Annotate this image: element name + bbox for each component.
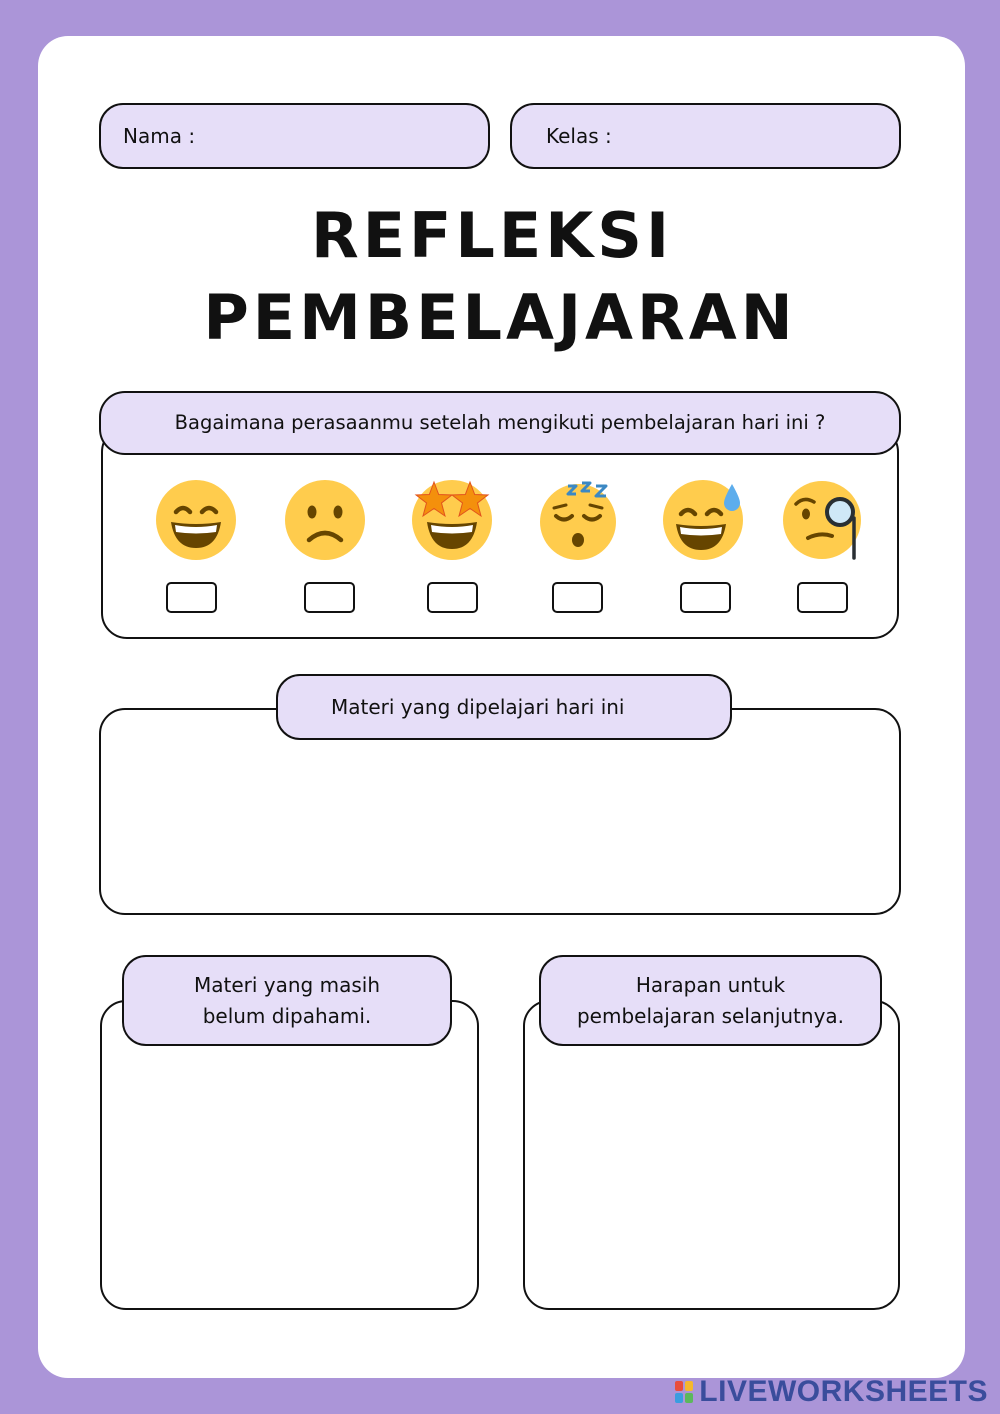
feeling-checkbox-5[interactable] [680,582,731,613]
feeling-checkbox-4[interactable] [552,582,603,613]
liveworksheets-brand-text: LIVEWORKSHEETS [699,1375,988,1408]
title-line-1: REFLEKSI [310,199,674,272]
materi-label-pill [276,674,732,740]
sleeping-face-icon [536,478,620,562]
belum-dipahami-line-2: belum dipahami. [202,1003,372,1028]
feelings-question-text: Bagaimana perasaanmu setelah mengikuti pembelajaran hari ini ? [174,410,826,434]
feeling-checkbox-2[interactable] [304,582,355,613]
liveworksheets-logo-icon [675,1381,693,1403]
feelings-question [99,391,901,455]
grinning-face-icon [154,478,238,562]
nama-field[interactable] [99,103,490,169]
nama-label: Nama : [123,124,196,148]
kelas-label: Kelas : [546,124,612,148]
feeling-checkbox-3[interactable] [427,582,478,613]
feeling-checkbox-6[interactable] [797,582,848,613]
belum-dipahami-answer-box[interactable] [100,1000,479,1310]
harapan-answer-box[interactable] [523,1000,900,1310]
belum-dipahami-label-pill [122,955,452,1046]
title-line-2: PEMBELAJARAN [203,281,797,354]
harapan-label-pill [539,955,882,1046]
monocle-face-icon [782,478,866,562]
materi-label: Materi yang dipelajari hari ini [331,694,625,719]
feeling-checkbox-1[interactable] [166,582,217,613]
belum-dipahami-line-1: Materi yang masih [193,972,380,997]
star-struck-face-icon [410,478,494,562]
harapan-line-1: Harapan untuk [635,972,786,997]
sweat-smile-face-icon [661,478,745,562]
sad-face-icon [283,478,367,562]
liveworksheets-logo [675,1374,988,1410]
kelas-field[interactable] [510,103,901,169]
harapan-line-2: pembelajaran selanjutnya. [576,1003,845,1028]
